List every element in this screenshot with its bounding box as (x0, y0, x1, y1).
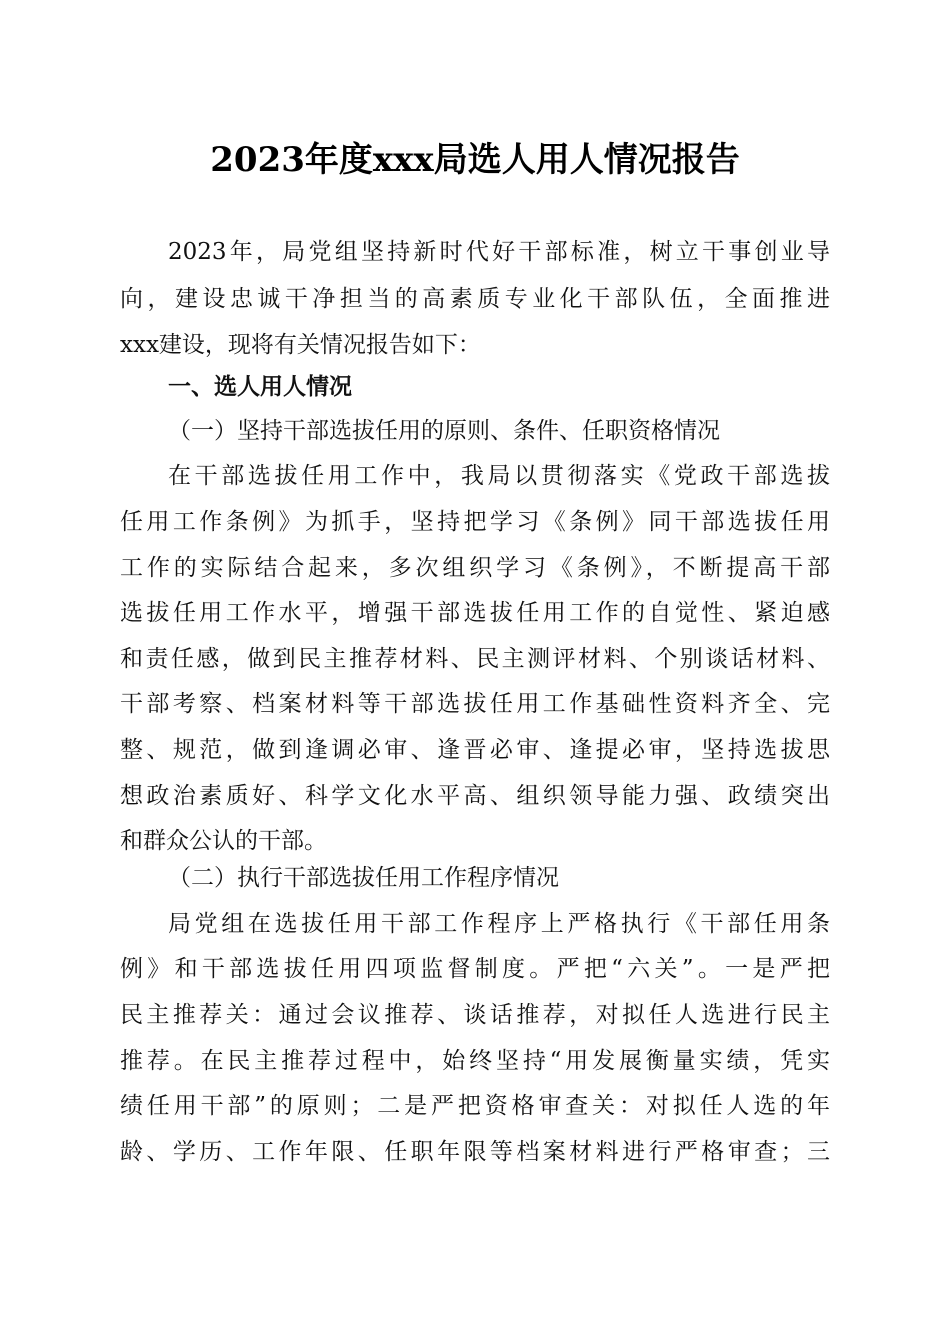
paragraph-line: 龄、学历、工作年限、任职年限等档案材料进行严格审查；三 (120, 1139, 830, 1165)
paragraph-line: 在干部选拔任用工作中，我局以贯彻落实《党政干部选拔 (168, 463, 830, 489)
subsection-heading: （一）坚持干部选拔任用的原则、条件、任职资格情况 (168, 418, 720, 444)
paragraph-line: 干部考察、档案材料等干部选拔任用工作基础性资料齐全、完 (120, 691, 830, 717)
subsection-heading: （二）执行干部选拔任用工作程序情况 (168, 865, 559, 891)
paragraph-line: 工作的实际结合起来，多次组织学习《条例》，不断提高干部 (120, 555, 830, 581)
paragraph-line: 绩任用干部”的原则；二是严把资格审查关：对拟任人选的年 (120, 1093, 830, 1119)
paragraph-line: 想政治素质好、科学文化水平高、组织领导能力强、政绩突出 (120, 783, 830, 809)
paragraph-line: 向，建设忠诚干净担当的高素质专业化干部队伍，全面推进 (120, 286, 830, 312)
paragraph-line: xxx建设，现将有关情况报告如下： (120, 332, 481, 358)
document-title: 2023年度xxx局选人用人情况报告 (210, 140, 740, 180)
paragraph-line: 2023年，局党组坚持新时代好干部标准，树立干事创业导 (168, 239, 830, 265)
paragraph-line: 民主推荐关：通过会议推荐、谈话推荐，对拟任人选进行民主 (120, 1002, 830, 1028)
paragraph-line: 例》和干部选拔任用四项监督制度。严把“六关”。一是严把 (120, 956, 830, 982)
paragraph-line: 选拔任用工作水平，增强干部选拔任用工作的自觉性、紧迫感 (120, 600, 830, 626)
paragraph-line: 推荐。在民主推荐过程中，始终坚持“用发展衡量实绩，凭实 (120, 1048, 830, 1074)
paragraph-line: 整、规范，做到逢调必审、逢晋必审、逢提必审，坚持选拔思 (120, 737, 830, 763)
paragraph-line: 和群众公认的干部。 (120, 828, 327, 854)
paragraph-line: 局党组在选拔任用干部工作程序上严格执行《干部任用条 (168, 911, 830, 937)
section-heading: 一、选人用人情况 (168, 374, 352, 400)
paragraph-line: 和责任感，做到民主推荐材料、民主测评材料、个别谈话材料、 (120, 646, 830, 672)
paragraph-line: 任用工作条例》为抓手，坚持把学习《条例》同干部选拔任用 (120, 509, 830, 535)
